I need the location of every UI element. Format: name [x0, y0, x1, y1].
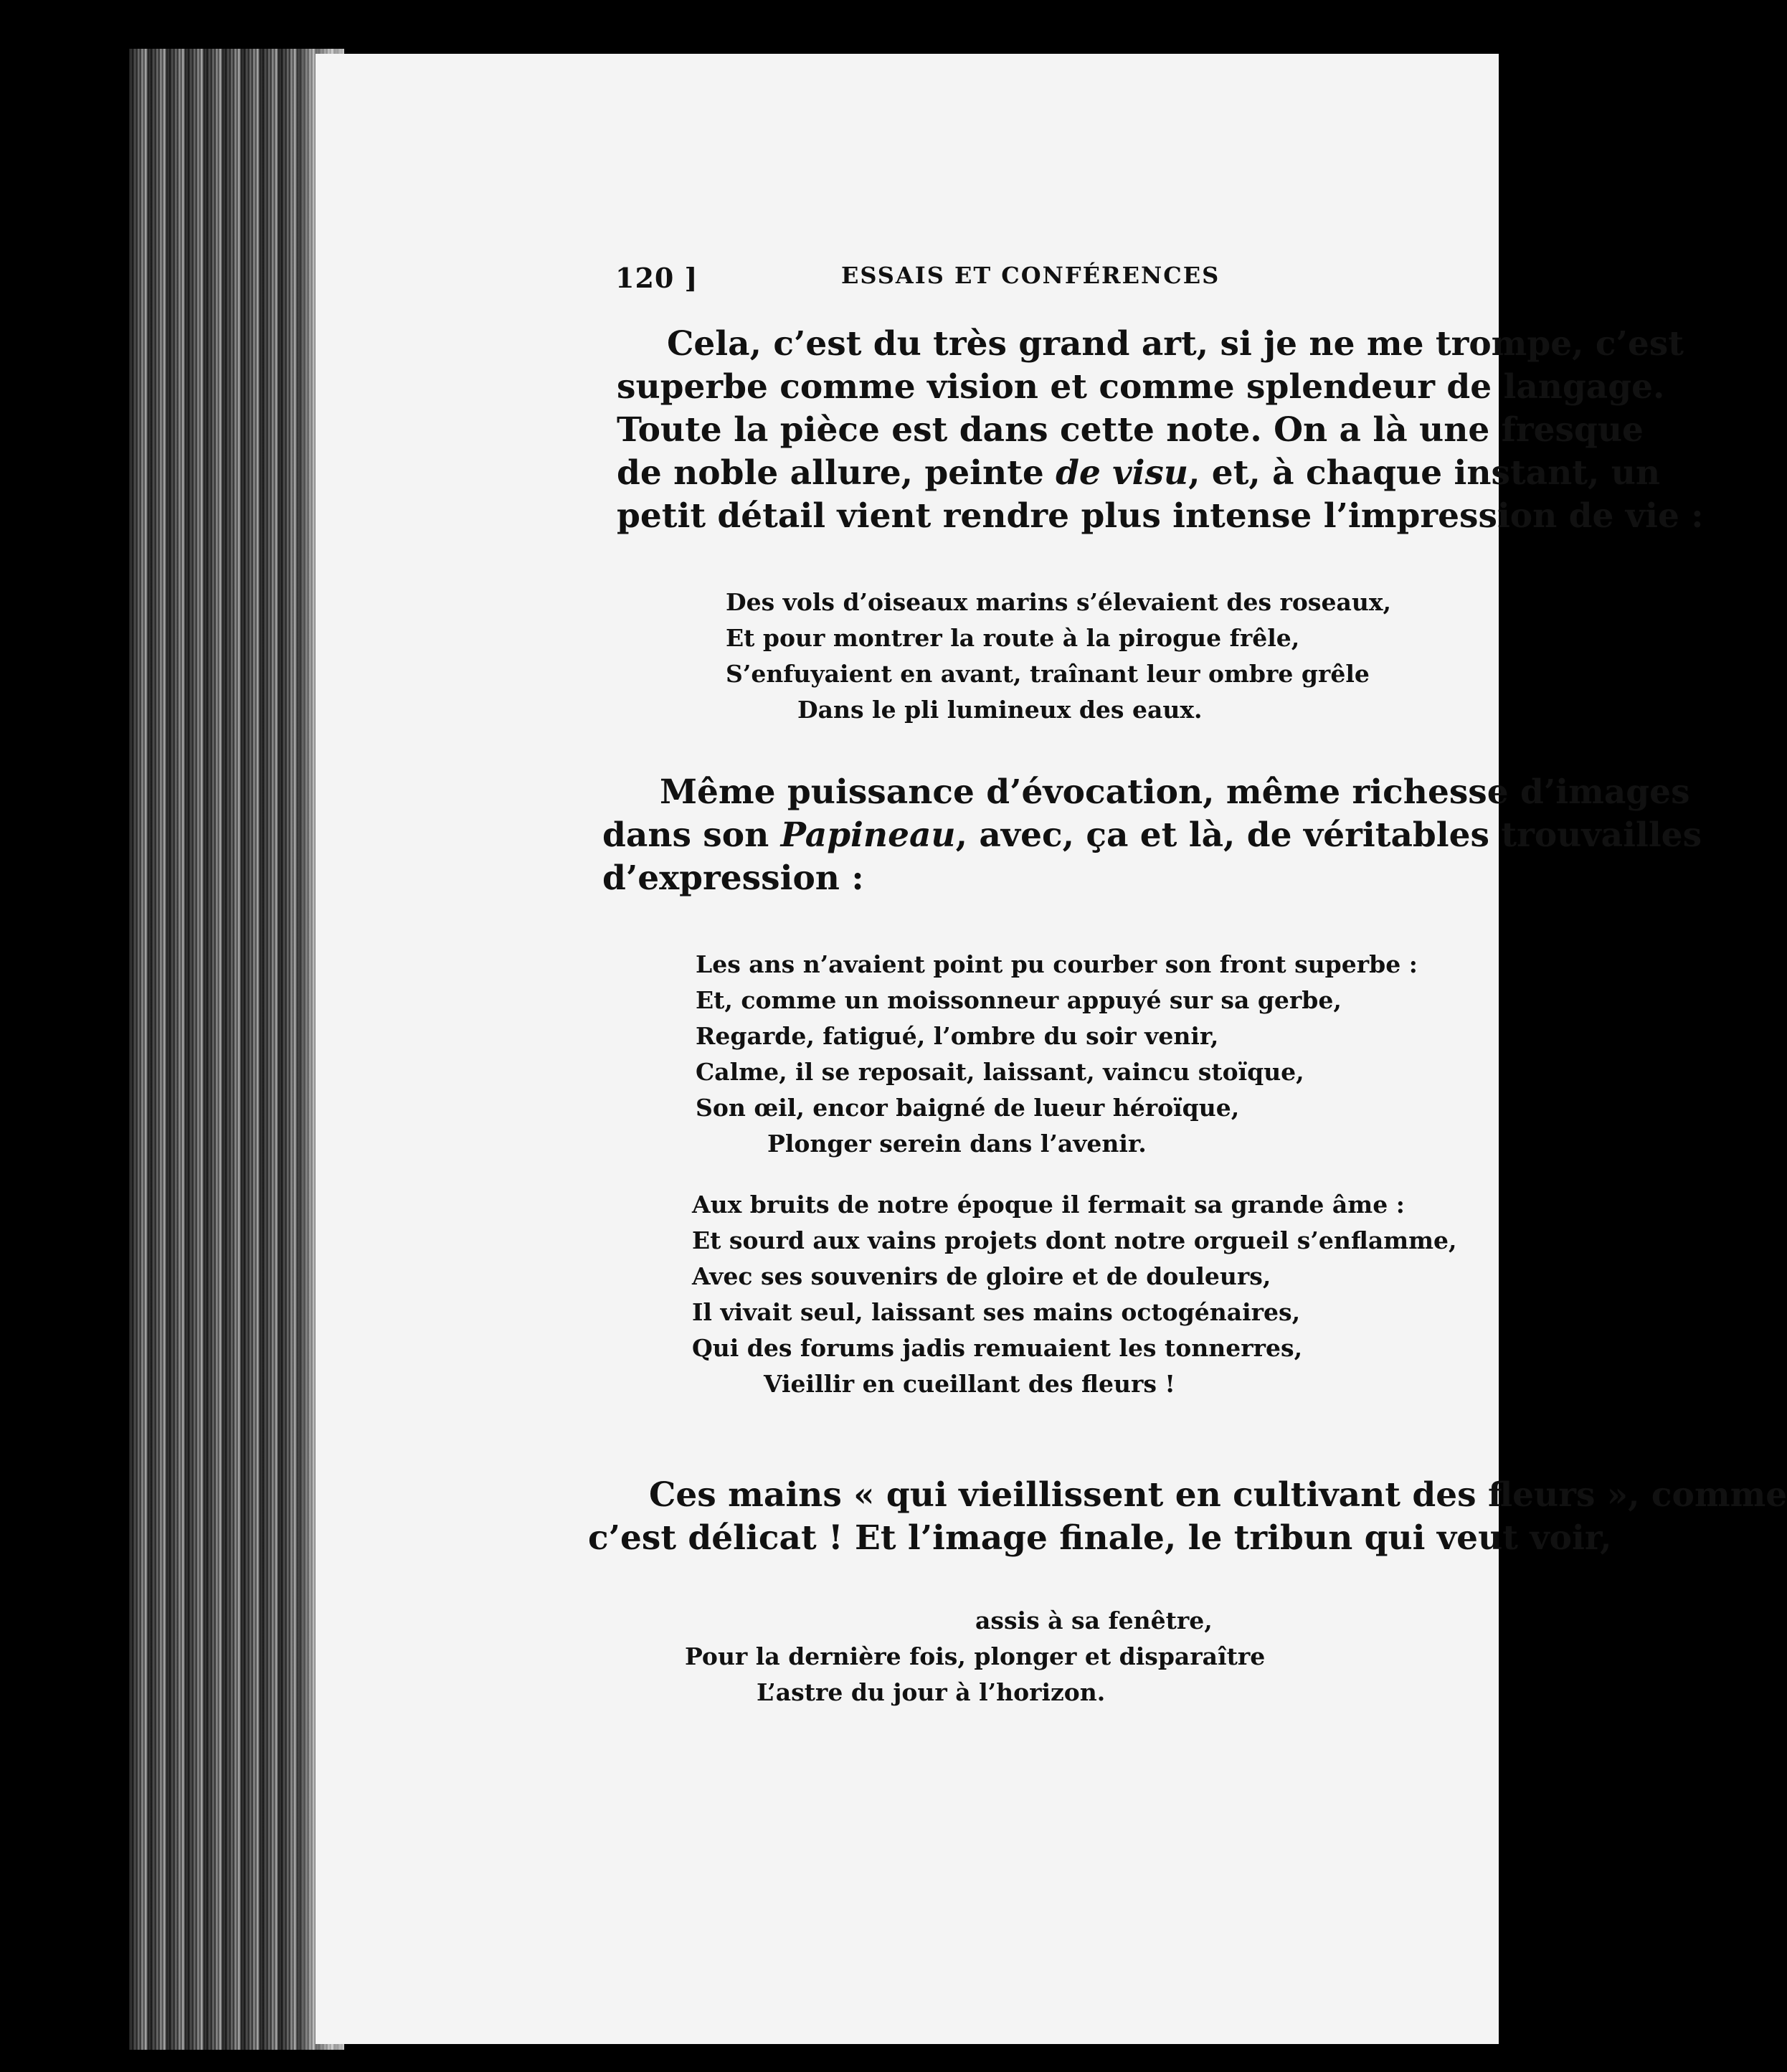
paragraph-line: Ces mains « qui vieillissent en cultivant des fleurs », comme [649, 1475, 1787, 1515]
verse-line: Avec ses souvenirs de gloire et de douleurs, [692, 1262, 1271, 1290]
verse-line: Et pour montrer la route à la pirogue frêle, [726, 624, 1300, 652]
verse-line: Et, comme un moissonneur appuyé sur sa gerbe, [696, 986, 1342, 1014]
running-title: ESSAIS ET CONFÉRENCES [841, 262, 1220, 289]
verse-line: Vieillir en cueillant des fleurs ! [764, 1370, 1175, 1398]
verse-line: Des vols d’oiseaux marins s’élevaient des roseaux, [726, 588, 1392, 616]
paragraph-line: superbe comme vision et comme splendeur de langage. [617, 367, 1665, 407]
verse-line: Aux bruits de notre époque il fermait sa grande âme : [692, 1191, 1405, 1219]
paragraph-2 [602, 771, 1702, 900]
paragraph-line: d’expression : [602, 858, 864, 898]
verse-line: Pour la dernière fois, plonger et disparaître [685, 1642, 1266, 1670]
verse-line: Les ans n’avaient point pu courber son front superbe : [696, 950, 1418, 978]
verse-block-1 [726, 585, 1391, 728]
verse-line: Il vivait seul, laissant ses mains octogénaires, [692, 1298, 1301, 1326]
paragraph-line: Toute la pièce est dans cette note. On a là une fresque [617, 410, 1644, 450]
paragraph-line: dans son Papineau, avec, ça et là, de véritables trouvailles [602, 815, 1702, 855]
verse-line: Plonger serein dans l’avenir. [767, 1130, 1147, 1158]
paragraph-1 [617, 323, 1704, 538]
verse-line: S’enfuyaient en avant, traînant leur ombre grêle [726, 660, 1370, 688]
verse-line: Son œil, encor baigné de lueur héroïque, [696, 1094, 1240, 1122]
running-header [615, 262, 1261, 298]
verse-line: assis à sa fenêtre, [975, 1607, 1213, 1635]
page-number: 120 ] [615, 262, 698, 294]
verse-line: Regarde, fatigué, l’ombre du soir venir, [696, 1022, 1219, 1050]
verse-line: L’astre du jour à l’horizon. [757, 1678, 1106, 1706]
verse-block-4 [685, 1603, 1265, 1711]
italic-phrase: de visu [1056, 453, 1189, 493]
verse-line: Dans le pli lumineux des eaux. [797, 696, 1203, 724]
paragraph-line: c’est délicat ! Et l’image finale, le tribun qui veut voir, [588, 1518, 1612, 1558]
paragraph-line: Cela, c’est du très grand art, si je ne me trompe, c’est [667, 324, 1684, 364]
paragraph-3 [588, 1474, 1787, 1560]
book-page-edges [129, 49, 344, 2050]
verse-line: Et sourd aux vains projets dont notre orgueil s’enflamme, [692, 1226, 1457, 1254]
verse-line: Qui des forums jadis remuaient les tonnerres, [692, 1334, 1303, 1362]
book-page [316, 54, 1787, 2044]
paragraph-line: de noble allure, peinte de visu, et, à chaque instant, un [617, 453, 1661, 493]
verse-block-2 [696, 947, 1418, 1162]
paragraph-line: Même puissance d’évocation, même richesse d’images [660, 772, 1690, 812]
verse-block-3 [692, 1187, 1457, 1402]
italic-title: Papineau [780, 815, 956, 855]
verse-line: Calme, il se reposait, laissant, vaincu stoïque, [696, 1058, 1304, 1086]
paragraph-line: petit détail vient rendre plus intense l’impression de vie : [617, 496, 1704, 536]
